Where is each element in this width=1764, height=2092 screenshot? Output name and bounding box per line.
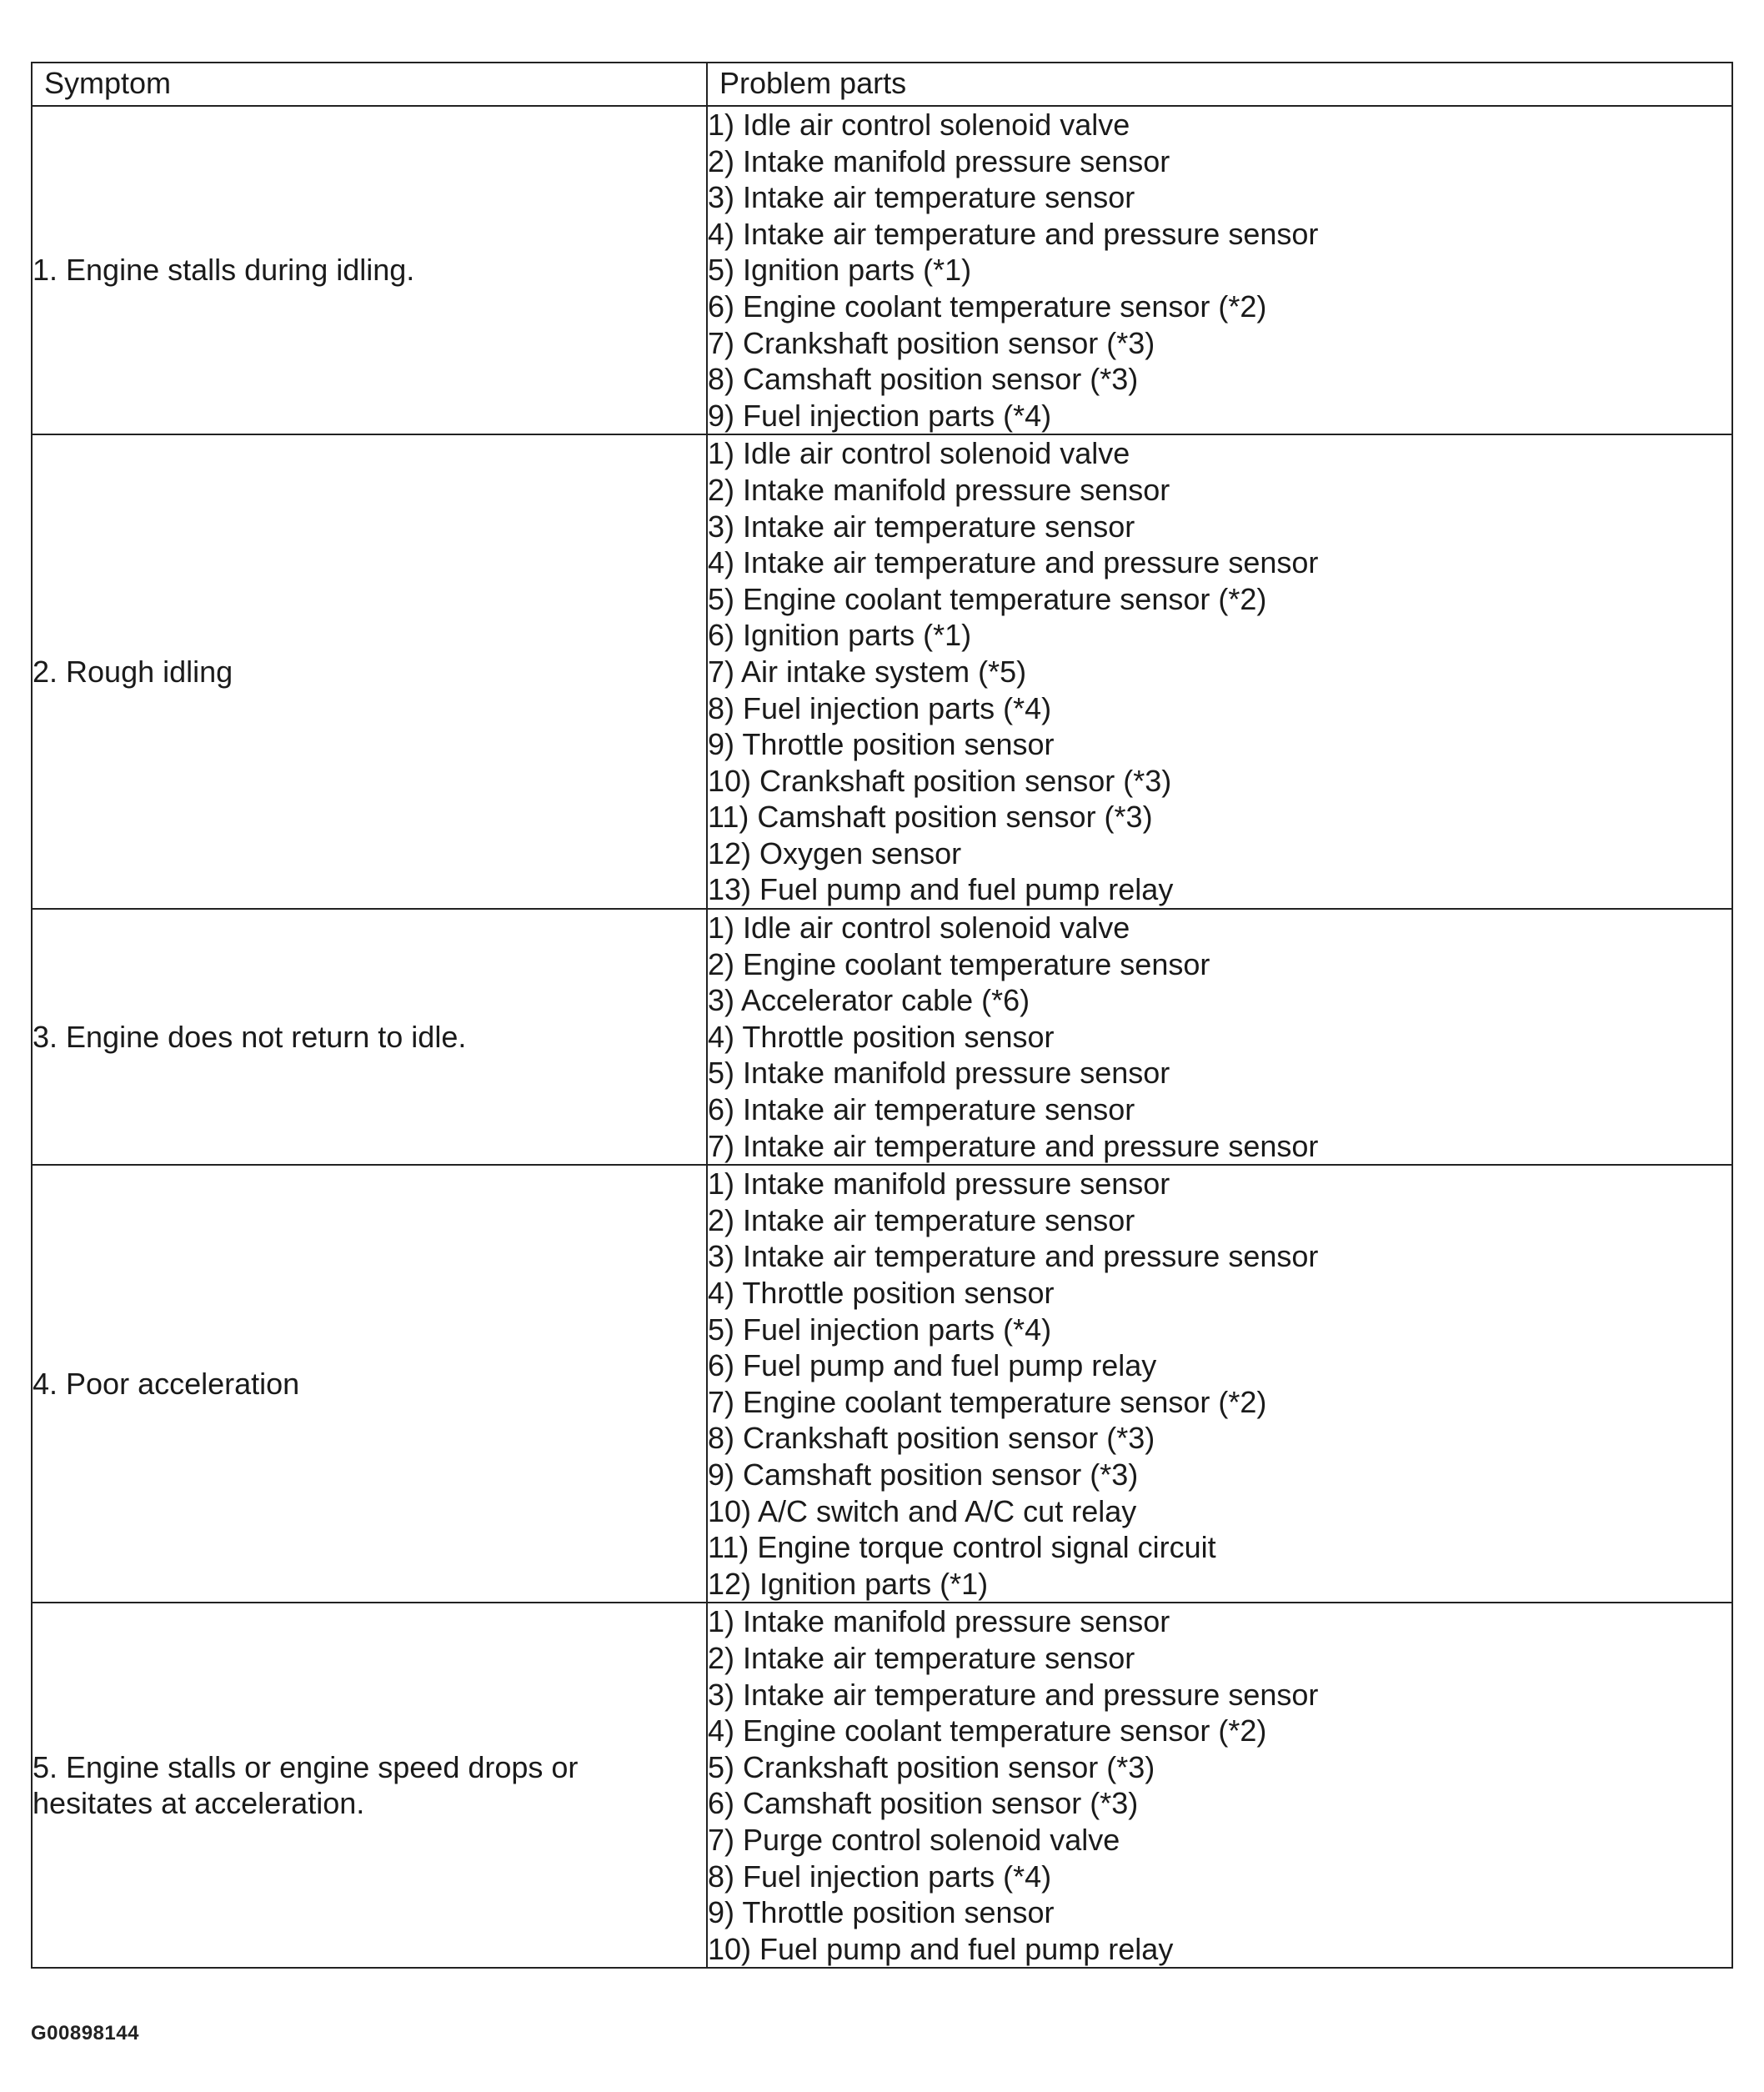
table-header-row — [32, 63, 1732, 106]
problem-part-item: 9) Throttle position sensor — [708, 727, 1055, 762]
diagnostic-table-container — [31, 62, 1731, 1969]
problem-parts-cell — [707, 1165, 1732, 1603]
problem-part-item: 3) Intake air temperature and pressure sensor — [708, 1677, 1319, 1712]
problem-part-item: 4) Engine coolant temperature sensor (*2) — [708, 1713, 1267, 1748]
header-symptom: Symptom — [32, 63, 707, 106]
problem-part-item: 7) Intake air temperature and pressure sensor — [708, 1128, 1319, 1163]
problem-part-item: 1) Idle air control solenoid valve — [708, 911, 1130, 946]
problem-part-item: 8) Fuel injection parts (*4) — [708, 1859, 1052, 1894]
table-row — [32, 1603, 1732, 1968]
problem-part-item: 10) Crankshaft position sensor (*3) — [708, 763, 1172, 798]
problem-part-item: 7) Purge control solenoid valve — [708, 1822, 1120, 1857]
problem-part-item: 6) Engine coolant temperature sensor (*2) — [708, 288, 1267, 324]
table-row — [32, 1165, 1732, 1603]
problem-part-item: 13) Fuel pump and fuel pump relay — [708, 872, 1174, 907]
problem-part-item: 2) Intake air temperature sensor — [708, 1202, 1135, 1237]
problem-part-item: 6) Ignition parts (*1) — [708, 618, 972, 653]
figure-code: G00898144 — [31, 2022, 139, 2044]
problem-part-item: 12) Oxygen sensor — [708, 835, 962, 870]
header-problem-parts: Problem parts — [707, 63, 1732, 106]
symptom-cell: 2. Rough idling — [32, 434, 707, 909]
problem-part-item: 3) Accelerator cable (*6) — [708, 983, 1030, 1018]
problem-parts-cell — [707, 1603, 1732, 1968]
table-row — [32, 106, 1732, 434]
problem-part-item: 2) Engine coolant temperature sensor — [708, 946, 1210, 981]
symptom-cell: 4. Poor acceleration — [32, 1165, 707, 1603]
problem-part-item: 4) Intake air temperature and pressure sensor — [708, 545, 1319, 580]
problem-part-item: 3) Intake air temperature sensor — [708, 509, 1135, 544]
problem-part-item: 6) Intake air temperature sensor — [708, 1092, 1135, 1127]
problem-part-item: 9) Fuel injection parts (*4) — [708, 398, 1052, 433]
problem-part-item: 4) Intake air temperature and pressure sensor — [708, 216, 1319, 251]
symptom-table — [31, 62, 1733, 1969]
problem-part-item: 8) Crankshaft position sensor (*3) — [708, 1421, 1155, 1456]
problem-part-item: 10) A/C switch and A/C cut relay — [708, 1493, 1137, 1528]
problem-parts-cell — [707, 434, 1732, 909]
symptom-cell: 5. Engine stalls or engine speed drops or hesitates at acceleration. — [32, 1603, 707, 1968]
problem-part-item: 5) Engine coolant temperature sensor (*2) — [708, 581, 1267, 616]
problem-part-item: 1) Idle air control solenoid valve — [708, 108, 1130, 142]
problem-part-item: 4) Throttle position sensor — [708, 1276, 1055, 1310]
symptom-cell: 1. Engine stalls during idling. — [32, 106, 707, 434]
problem-part-item: 9) Throttle position sensor — [708, 1895, 1055, 1930]
problem-part-item: 10) Fuel pump and fuel pump relay — [708, 1931, 1174, 1966]
problem-part-item: 4) Throttle position sensor — [708, 1019, 1055, 1054]
problem-parts-cell — [707, 106, 1732, 434]
problem-part-item: 1) Idle air control solenoid valve — [708, 436, 1130, 471]
problem-part-item: 8) Camshaft position sensor (*3) — [708, 362, 1139, 397]
problem-part-item: 3) Intake air temperature and pressure sensor — [708, 1239, 1319, 1274]
problem-part-item: 1) Intake manifold pressure sensor — [708, 1604, 1170, 1639]
problem-part-item: 5) Crankshaft position sensor (*3) — [708, 1749, 1155, 1784]
table-body — [32, 106, 1732, 1968]
problem-part-item: 6) Fuel pump and fuel pump relay — [708, 1348, 1157, 1383]
problem-parts-cell — [707, 909, 1732, 1165]
problem-part-item: 12) Ignition parts (*1) — [708, 1566, 989, 1601]
symptom-cell: 3. Engine does not return to idle. — [32, 909, 707, 1165]
problem-part-item: 7) Air intake system (*5) — [708, 654, 1027, 689]
problem-part-item: 5) Fuel injection parts (*4) — [708, 1312, 1052, 1347]
problem-part-item: 3) Intake air temperature sensor — [708, 180, 1135, 215]
problem-part-item: 8) Fuel injection parts (*4) — [708, 690, 1052, 725]
problem-part-item: 7) Engine coolant temperature sensor (*2) — [708, 1384, 1267, 1419]
problem-part-item: 5) Ignition parts (*1) — [708, 253, 972, 288]
problem-part-item: 9) Camshaft position sensor (*3) — [708, 1457, 1139, 1492]
problem-part-item: 6) Camshaft position sensor (*3) — [708, 1786, 1139, 1821]
problem-part-item: 2) Intake manifold pressure sensor — [708, 472, 1170, 507]
problem-part-item: 11) Camshaft position sensor (*3) — [708, 800, 1153, 835]
problem-part-item: 11) Engine torque control signal circuit — [708, 1530, 1216, 1565]
problem-part-item: 1) Intake manifold pressure sensor — [708, 1166, 1170, 1202]
table-row — [32, 434, 1732, 909]
problem-part-item: 2) Intake air temperature sensor — [708, 1640, 1135, 1675]
problem-part-item: 7) Crankshaft position sensor (*3) — [708, 325, 1155, 360]
problem-part-item: 5) Intake manifold pressure sensor — [708, 1056, 1170, 1091]
table-row — [32, 909, 1732, 1165]
problem-part-item: 2) Intake manifold pressure sensor — [708, 143, 1170, 178]
